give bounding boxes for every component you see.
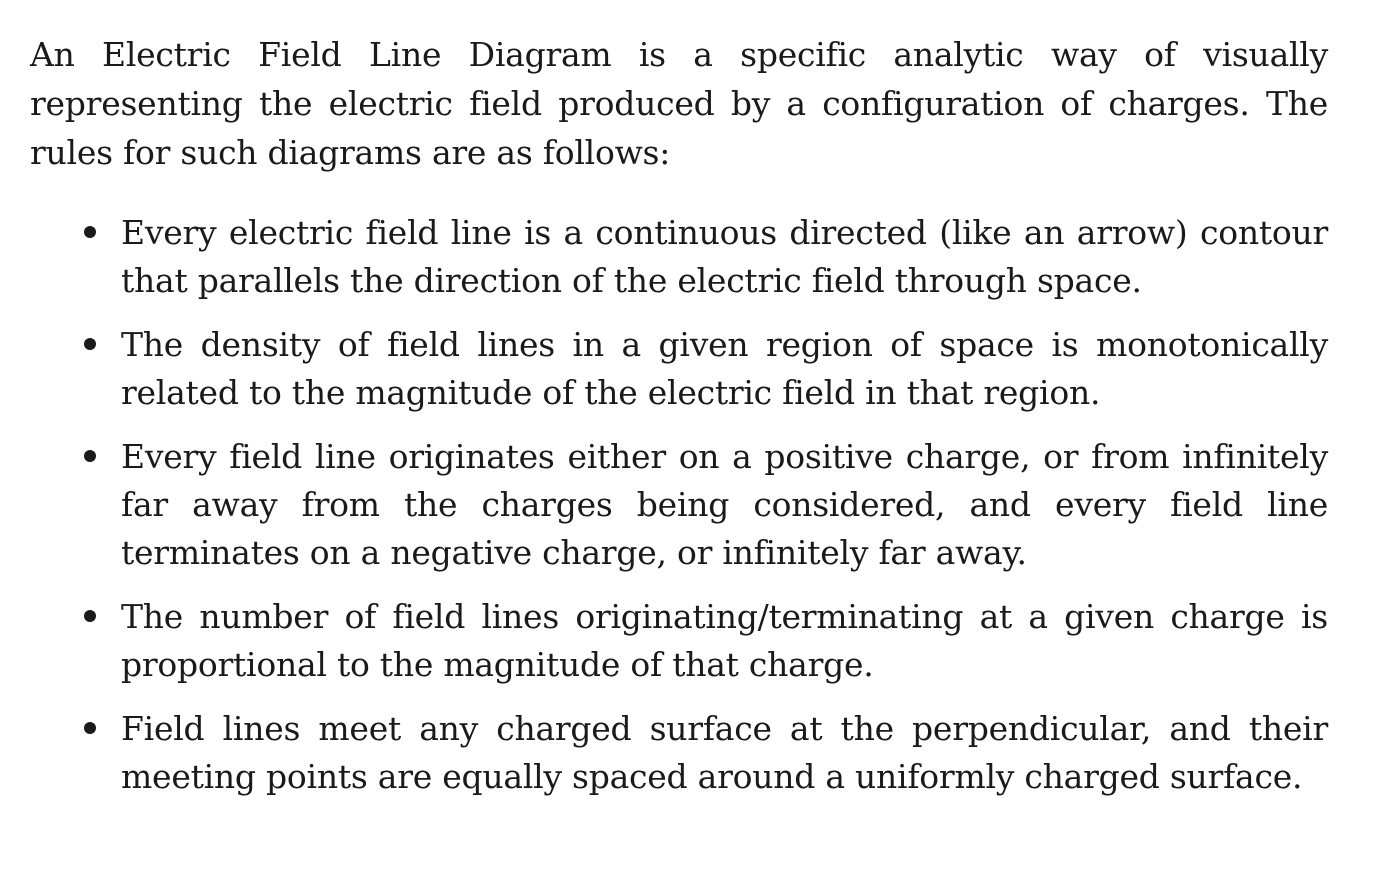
bullet-icon — [84, 450, 96, 462]
rule-text: Every electric field line is a continuous directed (like an arrow) contour that parallels the direction of the electric field through space. — [121, 213, 1328, 300]
document-page — [30, 30, 1328, 817]
rule-text: The number of field lines originating/terminating at a given charge is proportional to the magnitude of that charge. — [121, 597, 1328, 684]
list-item — [30, 593, 1328, 689]
bullet-icon — [84, 226, 96, 238]
rule-text: Field lines meet any charged surface at the perpendicular, and their meeting points are equally spaced around a uniformly charged surface. — [121, 709, 1328, 796]
rule-text: The density of field lines in a given region of space is monotonically related to the magnitude of the electric field in that region. — [121, 325, 1328, 412]
bullet-icon — [84, 338, 96, 350]
intro-paragraph: An Electric Field Line Diagram is a specific analytic way of visually representing the electric field produced by a configuration of charges. The rules for such diagrams are as follows: — [30, 35, 1328, 172]
list-item — [30, 705, 1328, 801]
list-item — [30, 433, 1328, 577]
bullet-icon — [84, 722, 96, 734]
rules-list — [30, 209, 1328, 801]
rule-text: Every field line originates either on a positive charge, or from infinitely far away from the charges being considered, and every field line terminates on a negative charge, or infinitely far away. — [121, 437, 1328, 572]
list-item — [30, 321, 1328, 417]
list-item — [30, 209, 1328, 305]
bullet-icon — [84, 610, 96, 622]
